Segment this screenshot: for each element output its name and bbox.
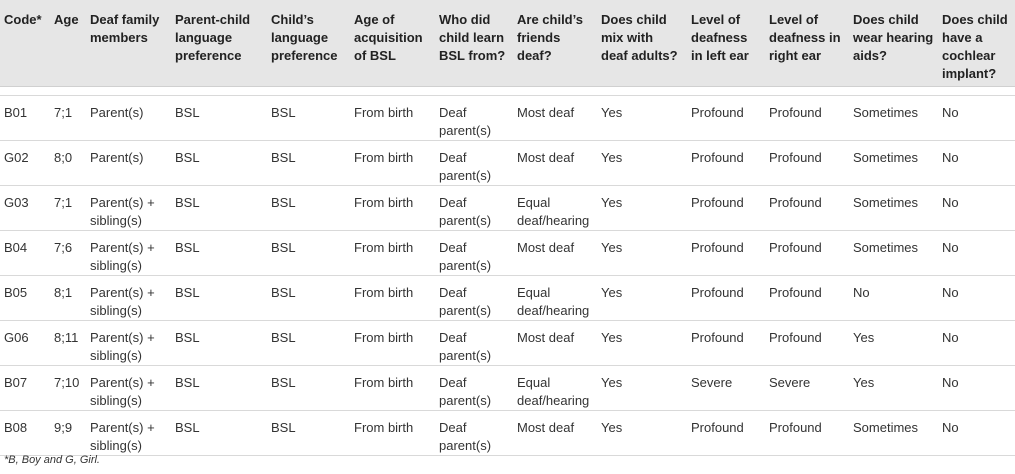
- table-row: [0, 95, 1015, 140]
- table-cell: Severe: [691, 374, 733, 390]
- table-cell: Profound: [769, 329, 822, 345]
- table-row: [0, 140, 1015, 185]
- table-cell: Profound: [769, 239, 822, 255]
- table-cell: BSL: [175, 239, 200, 255]
- table-cell: B01: [4, 104, 28, 120]
- table-cell: Yes: [601, 329, 623, 345]
- table-cell: No: [942, 149, 959, 165]
- column-header: Age of acquisition of BSL: [354, 12, 423, 63]
- table-cell: Parent(s) + sibling(s): [90, 284, 155, 318]
- table-row: [0, 320, 1015, 365]
- table-footnote: *B, Boy and G, Girl.: [4, 454, 100, 466]
- table-cell: 7;1: [54, 104, 73, 120]
- table-cell: Deaf parent(s): [439, 149, 492, 183]
- column-header: Does child mix with deaf adults?: [601, 12, 678, 63]
- table-cell: Yes: [601, 194, 623, 210]
- table-cell: Parent(s) + sibling(s): [90, 239, 155, 273]
- table-cell: From birth: [354, 374, 414, 390]
- table-cell: No: [942, 284, 959, 300]
- table-cell: Profound: [769, 284, 822, 300]
- table-cell: G06: [4, 329, 29, 345]
- table-cell: BSL: [175, 194, 200, 210]
- table-row: [0, 275, 1015, 320]
- table-cell: Profound: [769, 419, 822, 435]
- table-cell: Profound: [691, 284, 744, 300]
- table-row: [0, 230, 1015, 275]
- table-cell: Yes: [601, 419, 623, 435]
- table-cell: Yes: [601, 239, 623, 255]
- table-cell: No: [942, 419, 959, 435]
- table-cell: BSL: [175, 284, 200, 300]
- table-cell: Yes: [601, 284, 623, 300]
- table-cell: Parent(s) + sibling(s): [90, 194, 155, 228]
- table-cell: 8;11: [54, 329, 79, 345]
- table-row: [0, 410, 1015, 455]
- table-cell: Equal deaf/hearing: [517, 284, 590, 318]
- table-cell: Profound: [769, 104, 822, 120]
- table-cell: BSL: [175, 419, 200, 435]
- table-cell: BSL: [271, 374, 296, 390]
- table-cell: Profound: [691, 149, 744, 165]
- table-cell: Yes: [853, 329, 875, 345]
- table-body: [0, 86, 1015, 455]
- table-cell: Parent(s): [90, 149, 144, 165]
- table-cell: Most deaf: [517, 104, 575, 120]
- table-cell: Severe: [769, 374, 811, 390]
- table-cell: Deaf parent(s): [439, 194, 492, 228]
- table-cell: BSL: [271, 329, 296, 345]
- table-row: [0, 185, 1015, 230]
- table-cell: BSL: [271, 284, 296, 300]
- table-cell: B05: [4, 284, 28, 300]
- column-header: Who did child learn BSL from?: [439, 12, 506, 63]
- table-cell: 7;1: [54, 194, 73, 210]
- table-cell: Most deaf: [517, 149, 575, 165]
- column-header: Deaf family members: [90, 12, 160, 45]
- column-header: Age: [54, 12, 79, 27]
- table-cell: Profound: [691, 194, 744, 210]
- column-header: Are child’s friends deaf?: [517, 12, 583, 63]
- table-cell: Profound: [769, 149, 822, 165]
- table-cell: 7;6: [54, 239, 73, 255]
- column-header: Does child wear hearing aids?: [853, 12, 934, 63]
- table-cell: B04: [4, 239, 28, 255]
- table-cell: Sometimes: [853, 104, 919, 120]
- table-cell: 8;1: [54, 284, 73, 300]
- table-cell: BSL: [175, 104, 200, 120]
- table-row: [0, 365, 1015, 410]
- table-cell: Parent(s): [90, 104, 144, 120]
- table-cell: Yes: [601, 374, 623, 390]
- table-cell: From birth: [354, 239, 414, 255]
- table-cell: Deaf parent(s): [439, 284, 492, 318]
- table-cell: No: [942, 239, 959, 255]
- column-header: Code*: [4, 12, 42, 27]
- table-cell: Parent(s) + sibling(s): [90, 419, 155, 453]
- table-cell: No: [942, 329, 959, 345]
- table-header-row: [0, 0, 1015, 86]
- table-cell: No: [942, 374, 959, 390]
- table-cell: No: [942, 104, 959, 120]
- table-cell: BSL: [175, 374, 200, 390]
- table-cell: Yes: [601, 149, 623, 165]
- table-cell: Sometimes: [853, 419, 919, 435]
- table-cell: Equal deaf/hearing: [517, 194, 590, 228]
- table-cell: Profound: [691, 239, 744, 255]
- table-cell: B08: [4, 419, 28, 435]
- column-header: Parent-child language preference: [175, 12, 251, 63]
- table-cell: 7;10: [54, 374, 80, 390]
- table-cell: Deaf parent(s): [439, 374, 492, 408]
- spacer-cell: [0, 86, 1015, 95]
- table-cell: G02: [4, 149, 29, 165]
- table-cell: From birth: [354, 104, 414, 120]
- table-cell: Yes: [601, 104, 623, 120]
- table-spacer-row: [0, 86, 1015, 95]
- table-cell: 8;0: [54, 149, 73, 165]
- table-cell: Deaf parent(s): [439, 329, 492, 363]
- table-cell: B07: [4, 374, 28, 390]
- table-cell: Profound: [691, 104, 744, 120]
- table-cell: BSL: [271, 239, 296, 255]
- table-cell: From birth: [354, 284, 414, 300]
- table-cell: Deaf parent(s): [439, 419, 492, 453]
- column-header: Level of deafness in left ear: [691, 12, 749, 63]
- table-cell: Most deaf: [517, 419, 575, 435]
- table-cell: Yes: [853, 374, 875, 390]
- table-cell: Parent(s) + sibling(s): [90, 374, 155, 408]
- table-cell: From birth: [354, 149, 414, 165]
- table-cell: Sometimes: [853, 149, 919, 165]
- table-cell: BSL: [271, 149, 296, 165]
- table-cell: Parent(s) + sibling(s): [90, 329, 155, 363]
- table-cell: Deaf parent(s): [439, 239, 492, 273]
- table-cell: Sometimes: [853, 194, 919, 210]
- table-cell: Profound: [691, 329, 744, 345]
- table-cell: 9;9: [54, 419, 73, 435]
- table-cell: BSL: [271, 194, 296, 210]
- table-cell: BSL: [175, 329, 200, 345]
- column-header: Level of deafness in right ear: [769, 12, 841, 63]
- table-cell: No: [942, 194, 959, 210]
- table-cell: Deaf parent(s): [439, 104, 492, 138]
- table-cell: BSL: [175, 149, 200, 165]
- table-cell: BSL: [271, 419, 296, 435]
- column-header: Does child have a cochlear implant?: [942, 12, 1008, 81]
- table-cell: BSL: [271, 104, 296, 120]
- table-cell: Sometimes: [853, 239, 919, 255]
- table-cell: Equal deaf/hearing: [517, 374, 590, 408]
- table-cell: Most deaf: [517, 329, 575, 345]
- table-cell: Profound: [769, 194, 822, 210]
- table-cell: G03: [4, 194, 29, 210]
- table-cell: From birth: [354, 194, 414, 210]
- column-header: Child’s language preference: [271, 12, 338, 63]
- table-cell: From birth: [354, 329, 414, 345]
- table-cell: From birth: [354, 419, 414, 435]
- table-cell: No: [853, 284, 870, 300]
- table-cell: Most deaf: [517, 239, 575, 255]
- table-cell: Profound: [691, 419, 744, 435]
